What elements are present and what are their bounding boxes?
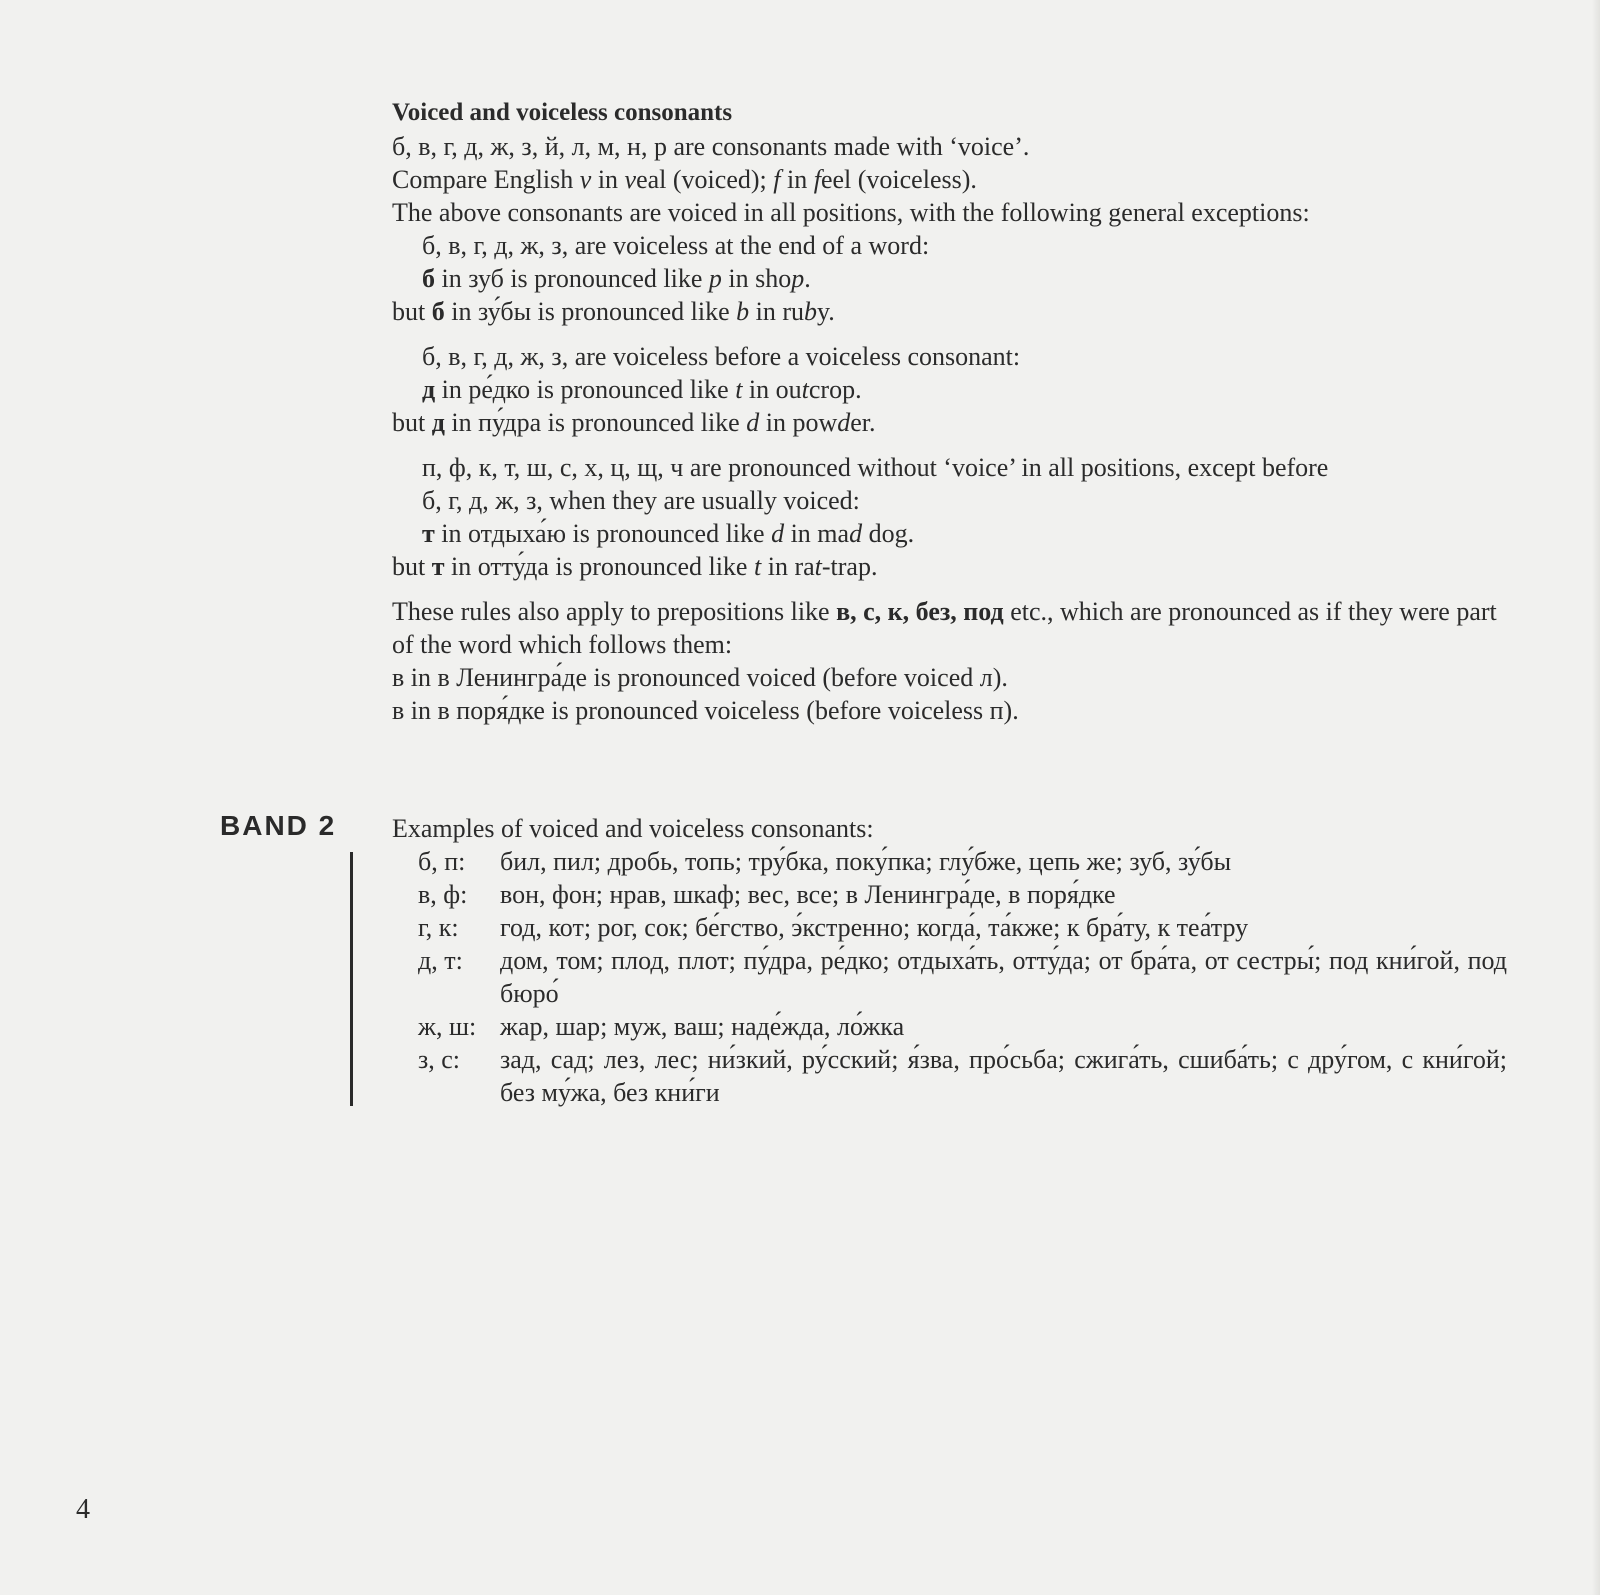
example-key: б, п: — [418, 847, 466, 876]
section-heading: Voiced and voiceless consonants — [392, 99, 733, 126]
example-key: д, т: — [418, 946, 463, 975]
band-vertical-rule — [350, 852, 353, 1106]
example-row — [392, 944, 1507, 1010]
text-line: д in ре́дко is pronounced like t in outcrop. — [422, 375, 862, 404]
text-line: but т in отту́да is pronounced like t in rat-trap. — [392, 552, 878, 581]
text-line: These rules also apply to prepositions like в, с, к, без, под etc., which are pronounced as if they were part of the word which follows them: — [392, 597, 1497, 659]
example-row — [392, 845, 1507, 878]
example-value: вон, фон; нрав, шкаф; вес, все; в Ленингра́де, в поря́дке — [500, 880, 1116, 909]
example-value: жар, шар; муж, ваш; наде́жда, ло́жка — [500, 1012, 905, 1041]
example-value: дом, том; плод, плот; пу́дра, ре́дко; отдыха́ть, отту́да; от бра́та, от сестры́; под кни́гой, под бюро́ — [500, 946, 1507, 1008]
example-row — [392, 1043, 1507, 1109]
page-edge-shadow — [1592, 0, 1600, 1595]
text-line: б in зуб is pronounced like p in shop. — [422, 264, 811, 293]
example-key: г, к: — [418, 913, 459, 942]
text-line: в in в поря́дке is pronounced voiceless (before voiceless п). — [392, 696, 1019, 725]
text-line: т in отдыха́ю is pronounced like d in mad dog. — [422, 519, 915, 548]
example-value: бил, пил; дробь, топь; тру́бка, поку́пка; глу́бже, цепь же; зуб, зу́бы — [500, 847, 1232, 876]
example-key: ж, ш: — [418, 1012, 477, 1041]
text-line: в in в Ленингра́де is pronounced voiced (before voiced л). — [392, 663, 1008, 692]
band-label: BAND 2 — [220, 810, 337, 841]
example-row — [392, 878, 1507, 911]
text-line: п, ф, к, т, ш, с, х, ц, щ, ч are pronounced without ‘voice’ in all positions, except before — [422, 453, 1329, 482]
consonants-section — [392, 98, 1507, 727]
band-examples — [392, 812, 1507, 1109]
example-row — [392, 1010, 1507, 1043]
text-line: but б in зу́бы is pronounced like b in ruby. — [392, 297, 835, 326]
text-line: Compare English v in veal (voiced); f in feel (voiceless). — [392, 165, 977, 194]
example-value: зад, сад; лез, лес; ни́зкий, ру́сский; я́зва, про́сьба; сжига́ть, сшиба́ть; с дру́гом, с кни́гой; без му́жа, без кни́ги — [500, 1045, 1507, 1107]
text-line: б, в, г, д, ж, з, are voiceless before a voiceless consonant: — [422, 342, 1021, 371]
band-intro: Examples of voiced and voiceless consonants: — [392, 814, 874, 843]
text-line: but д in пу́дра is pronounced like d in powder. — [392, 408, 876, 437]
example-key: з, с: — [418, 1045, 461, 1074]
text-line: б, в, г, д, ж, з, are voiceless at the end of a word: — [422, 231, 930, 260]
example-row — [392, 911, 1507, 944]
text-line: The above consonants are voiced in all positions, with the following general exceptions: — [392, 198, 1310, 227]
text-line: б, г, д, ж, з, when they are usually voiced: — [422, 486, 860, 515]
example-key: в, ф: — [418, 880, 468, 909]
page-number: 4 — [76, 1494, 90, 1525]
example-value: год, кот; рог, сок; бе́гство, э́кстренно; когда́, та́кже; к бра́ту, к теа́тру — [500, 913, 1249, 942]
prepositions-paragraph — [392, 595, 1507, 661]
text-line: б, в, г, д, ж, з, й, л, м, н, р are consonants made with ‘voice’. — [392, 132, 1030, 161]
